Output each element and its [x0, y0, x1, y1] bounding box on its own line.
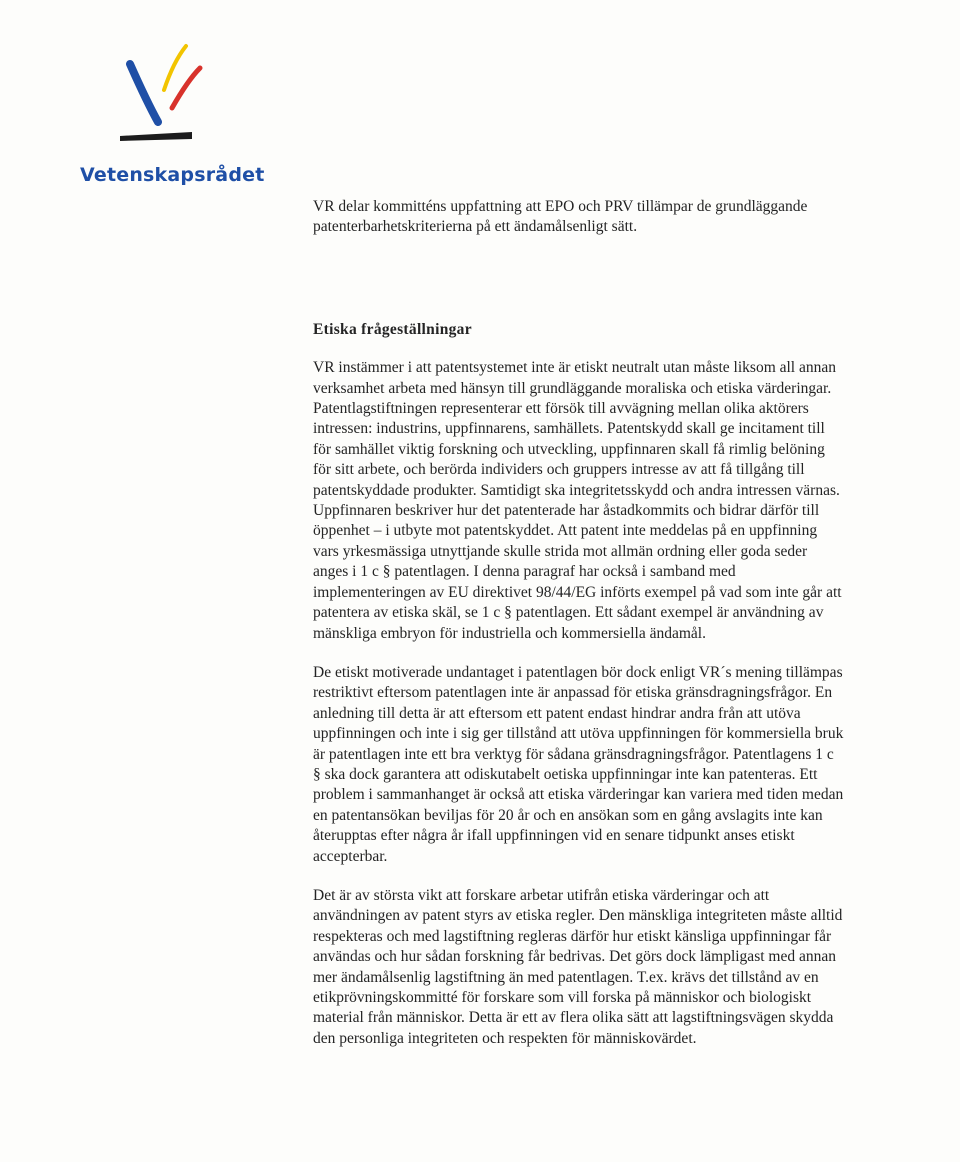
- intro-paragraph: VR delar kommitténs uppfattning att EPO och PRV tillämpar de grundläggande patenterbarhetskriterierna på ett ändamålsenligt sätt.: [313, 198, 808, 236]
- body-paragraph: VR instämmer i att patentsystemet inte är etiskt neutralt utan måste liksom all annan verksamhet arbeta med hänsyn till grundläggande moraliska och etiska värderingar. Patentlagstiftningen representerar ett försök till avvägning mellan olika aktörers intressen: industrins, uppfinnarens, samhällets. Patentskydd skall ge incitament till för samhället viktig forskning och utveckling, uppfinnaren skall få rimlig belöning för sitt arbete, och berörda individers och gruppers intresse av att få tillgång till patentskyddade produkter. Samtidigt ska integritetsskydd och andra intressen värnas. Uppfinnaren beskriver hur det patenterade har åstadkommits och bidrar därför till öppenhet – i utbyte mot patentskyddet. Att patent inte meddelas på en uppfinning vars yrkesmässiga utnyttjande skulle strida mot allmän ordning eller goda seder anges i 1 c § patentlagen. I denna paragraf har också i samband med implementeringen av EU direktivet 98/44/EG införts exempel på vad som inte går att patentera av etiska skäl, se 1 c § patentlagen. Ett sådant exempel är användning av mänskliga embryon för industriella och kommersiella ändamål.: [313, 359, 842, 642]
- body-paragraph: De etiskt motiverade undantaget i patentlagen bör dock enligt VR´s mening tillämpas restriktivt eftersom patentlagen inte är anpassad för etiska gränsdragningsfrågor. En anledning till detta är att eftersom ett patent endast hindrar andra från att utöva uppfinningen och inte i sig ger tillstånd att utöva uppfinningen för kommersiella bruk är patentlagen inte ett bra verktyg för sådana gränsdragningsfrågor. Patentlagens 1 c § ska dock garantera att odiskutabelt oetiska uppfinningar inte kan patenteras. Ett problem i sammanhanget är också att etiska värderingar kan variera med tiden medan en patentansökan beviljas för 20 år och en ansökan som en gång avslagits inte kan återupptas efter några år ifall uppfinningen vid en senare tidpunkt anses etiskt accepterbar.: [313, 663, 844, 865]
- logo-blue-stroke: [130, 64, 158, 122]
- organization-name: Vetenskapsrådet: [80, 164, 265, 186]
- logo-red-stroke: [172, 68, 200, 108]
- section-heading: Etiska frågeställningar: [313, 320, 472, 338]
- document-body: [313, 197, 845, 1068]
- logo-black-bar: [120, 132, 192, 141]
- body-paragraph: Det är av största vikt att forskare arbetar utifrån etiska värderingar och att användningen av patent styrs av etiska regler. Den mänskliga integriteten måste alltid respekteras och med lagstiftning regleras därför hur etiskt känsliga uppfinningar får användas och hur sådan forskning får bedrivas. Det görs dock lämpligast med annan mer ändamålsenlig lagstiftning än med patentlagen. T.ex. krävs det tillstånd av en etikprövningskommitté för forskare som vill forska på människor och biologiskt material från människor. Detta är ett av flera olika sätt att lagstiftningsvägen skydda den personliga integriteten och respekten för människovärdet.: [313, 886, 843, 1047]
- logo-yellow-stroke: [164, 46, 186, 90]
- vetenskapsradet-logo-icon: [108, 42, 208, 146]
